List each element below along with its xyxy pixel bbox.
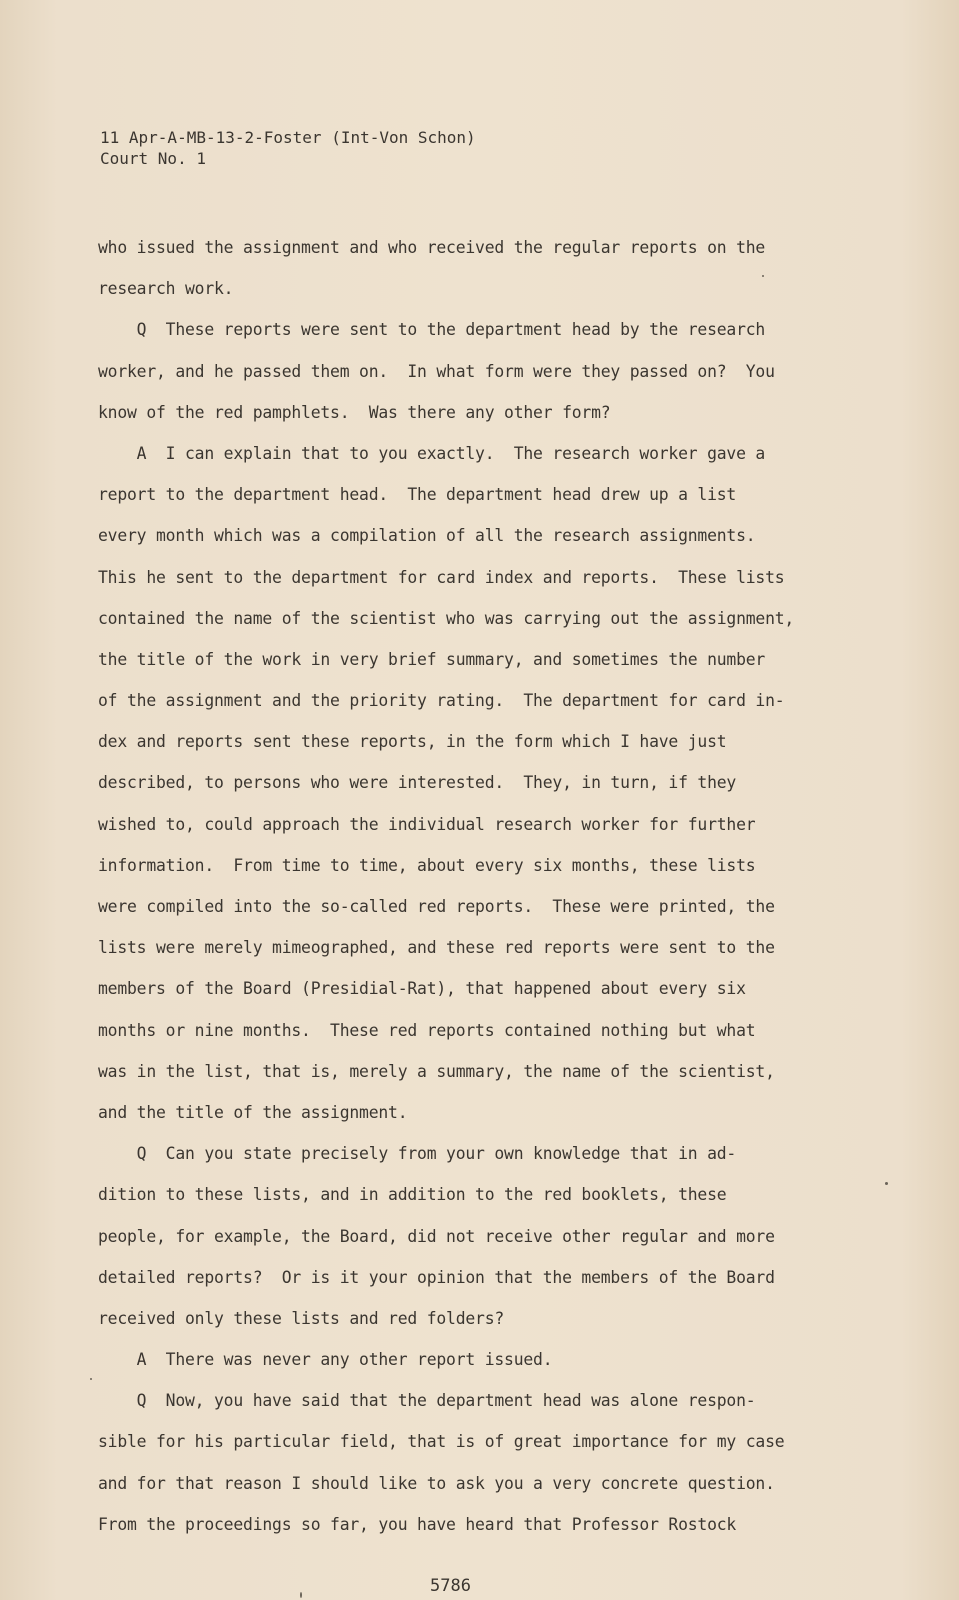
paper-speck xyxy=(885,1182,888,1185)
text-line: described, to persons who were interested. They, in turn, if they xyxy=(98,773,737,793)
text-line: was in the list, that is, merely a summary, the name of the scientist, xyxy=(98,1061,775,1081)
text-line: sible for his particular field, that is of great importance for my case xyxy=(98,1432,785,1452)
transcript-paragraph xyxy=(98,309,828,433)
text-line: the title of the work in very brief summary, and sometimes the number xyxy=(98,649,766,669)
text-line: people, for example, the Board, did not receive other regular and more xyxy=(98,1226,775,1246)
text-line: contained the name of the scientist who was carrying out the assignment, xyxy=(98,608,795,628)
paper-speck xyxy=(762,275,764,277)
page-number: 5786 xyxy=(430,1576,471,1596)
text-line: dex and reports sent these reports, in the form which I have just xyxy=(98,732,727,752)
text-line: worker, and he passed them on. In what form were they passed on? You xyxy=(98,361,775,381)
text-line: were compiled into the so-called red reports. These were printed, the xyxy=(98,897,775,916)
header-court-line: Court No. 1 xyxy=(100,149,206,168)
text-line: From the proceedings so far, you have heard that Professor Rostock xyxy=(98,1514,737,1534)
text-line: A I can explain that to you exactly. The research worker gave a xyxy=(98,443,766,463)
transcript-paragraph xyxy=(98,1339,828,1380)
text-line: Q These reports were sent to the department head by the research xyxy=(98,320,766,340)
text-line: detailed reports? Or is it your opinion that the members of the Board xyxy=(98,1267,775,1287)
text-line: A There was never any other report issued. xyxy=(98,1350,553,1370)
text-line: months or nine months. These red reports contained nothing but what xyxy=(98,1020,756,1040)
text-line: information. From time to time, about every six months, these lists xyxy=(98,855,756,875)
paper-speck xyxy=(90,1378,92,1380)
text-line: received only these lists and red folders? xyxy=(98,1308,505,1328)
text-line: members of the Board (Presidial-Rat), that happened about every six xyxy=(98,979,746,999)
text-line: every month which was a compilation of all the research assignments. xyxy=(98,526,756,546)
paper-speck xyxy=(300,1592,302,1598)
text-line: Q Can you state precisely from your own knowledge that in ad- xyxy=(98,1144,737,1164)
transcript-paragraph xyxy=(98,433,828,1133)
text-line: lists were merely mimeographed, and these red reports were sent to the xyxy=(98,938,775,958)
text-line: know of the red pamphlets. Was there any other form? xyxy=(98,402,611,422)
transcript-body xyxy=(98,227,828,1545)
transcript-paragraph xyxy=(98,1133,828,1339)
text-line: This he sent to the department for card index and reports. These lists xyxy=(98,567,785,587)
text-line: of the assignment and the priority rating. The department for card in- xyxy=(98,691,785,711)
transcript-paragraph xyxy=(98,227,828,309)
document-header xyxy=(100,127,476,169)
header-case-line: 11 Apr-A-MB-13-2-Foster (Int-Von Schon) xyxy=(100,128,476,147)
text-line: wished to, could approach the individual research worker for further xyxy=(98,814,756,834)
text-line: Q Now, you have said that the department head was alone respon- xyxy=(98,1391,756,1411)
text-line: who issued the assignment and who received the regular reports on the xyxy=(98,238,766,257)
text-line: and for that reason I should like to ask you a very concrete question. xyxy=(98,1473,775,1493)
text-line: research work. xyxy=(98,279,234,299)
text-line: report to the department head. The department head drew up a list xyxy=(98,485,737,505)
text-line: and the title of the assignment. xyxy=(98,1102,408,1122)
transcript-paragraph xyxy=(98,1380,828,1545)
text-line: dition to these lists, and in addition to the red booklets, these xyxy=(98,1185,727,1205)
